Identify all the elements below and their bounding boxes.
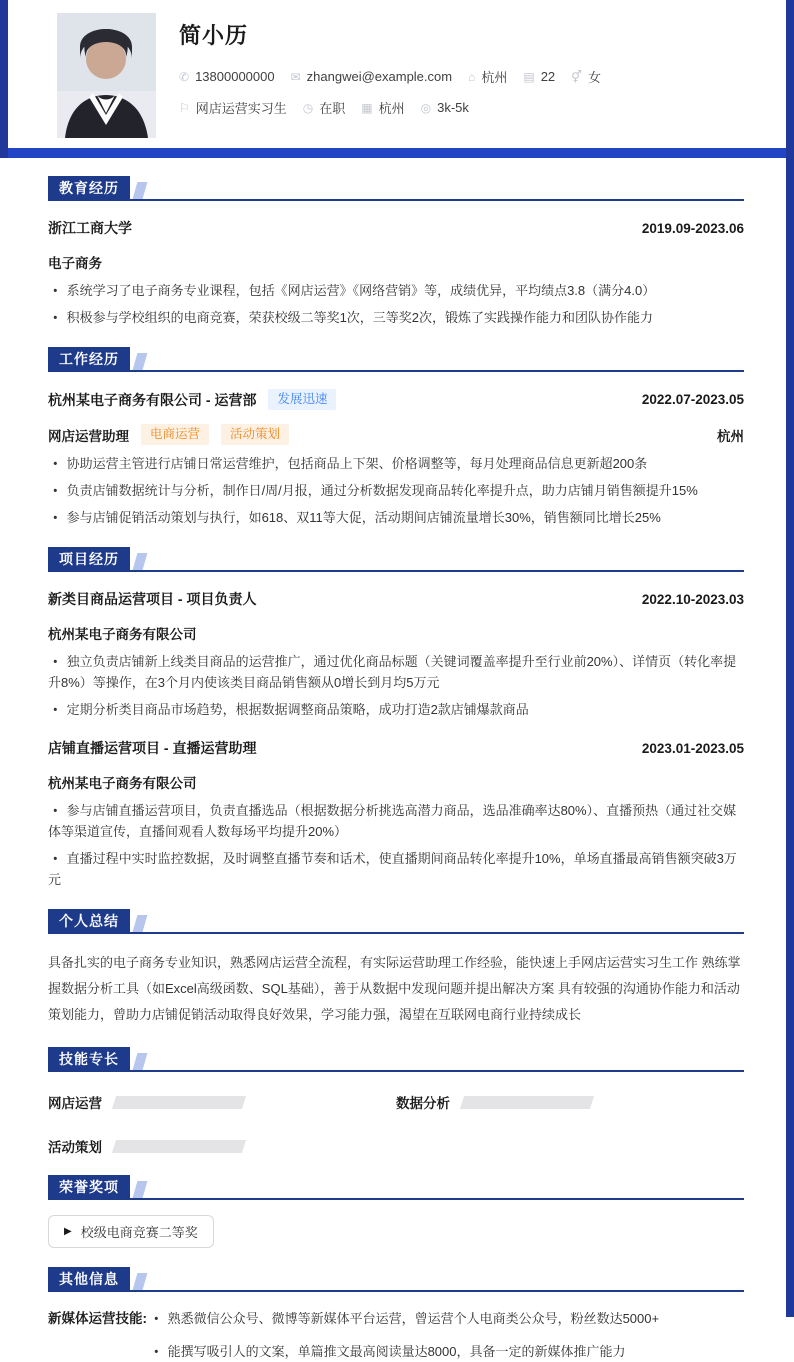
work-location: 杭州 [717,428,744,444]
age-icon: ▤ [523,69,535,84]
bullet-dot: • [53,803,58,818]
project-name: 店铺直播运营项目 - 直播运营助理 [48,740,257,756]
bullet-text: 直播过程中实时监控数据，及时调整直播节奏和话术，使直播期间商品转化率提升10%，单场直播最高销售额突破3万元 [48,851,737,887]
work-date: 2022.07-2023.05 [641,392,744,407]
list-item [48,453,744,474]
contact-row-2 [179,98,617,117]
contact-phone [179,69,275,84]
work-position-row [48,424,744,445]
list-item [48,507,744,528]
phone-icon: ✆ [179,69,190,84]
profile-photo-placeholder [57,13,156,138]
project-company: 杭州某电子商务有限公司 [48,776,197,791]
skill-progress-bar [112,1140,246,1153]
resume-header [0,0,794,148]
other-section-header [48,1267,744,1292]
position-tag: 电商运营 [141,424,209,445]
project-title-row [48,589,744,609]
project-bullets [48,651,744,720]
section-summary [48,909,744,1028]
badge-accent-shape [133,1053,148,1070]
bullet-dot: • [53,483,58,498]
header-info [179,13,617,148]
work-bullets [48,453,744,528]
work-title-badge: 工作经历 [48,347,130,370]
header-divider-band [0,148,794,158]
bullet-dot: • [154,1311,159,1326]
badge-accent-shape [133,1181,148,1198]
education-title-badge: 教育经历 [48,176,130,199]
project-name: 新类目商品运营项目 - 项目负责人 [48,591,257,607]
project-date: 2023.01-2023.05 [641,740,744,756]
list-item [48,280,744,301]
bullet-dot: • [53,456,58,471]
projects-section-header [48,547,744,572]
summary-title-badge: 个人总结 [48,909,130,932]
bullet-text: 负责店铺数据统计与分析，制作日/周/月报，通过分析数据发现商品转化率提升点，助力店铺月销售额提升15% [66,483,698,498]
project-date: 2022.10-2023.03 [641,591,744,607]
project-item-2 [48,738,744,890]
right-frame-strip [786,0,794,1317]
award-label: 校级电商竞赛二等奖 [80,1225,198,1240]
badge-accent-shape [133,353,148,370]
target-job-icon: ⚐ [179,100,190,115]
skill-item [396,1092,744,1112]
bullet-text: 能撰写吸引人的文案，单篇推文最高阅读量达8000，具备一定的新媒体推广能力 [167,1344,626,1359]
list-item [48,307,744,328]
awards-section-header [48,1175,744,1200]
expected-salary: 3k-5k [437,100,469,115]
section-work [48,347,744,528]
contact-home-city [468,67,507,86]
school-name: 浙江工商大学 [48,220,132,236]
summary-section-header [48,909,744,934]
contact-job-status [303,98,346,117]
project-bullets [48,800,744,890]
bullet-dot: • [53,702,58,717]
company-group [48,389,336,410]
status-icon: ◷ [302,100,314,115]
target-job: 网店运营实习生 [195,101,287,116]
list-item [149,1308,659,1329]
summary-paragraph: 具备扎实的电子商务专业知识，熟悉网店运营全流程，有实际运营助理工作经验，能快速上手网店运营实习生工作 熟练掌握数据分析工具（如Excel高级函数、SQL基础），善于从数据中发现问题并提出解决方案 具有较强的沟通协作能力和活动策划能力，曾助力店铺促销活动取得良好效果，学习能力强，渴望在互联网电商行业持续成长 [48,955,741,1022]
home-icon: ⌂ [468,69,476,84]
section-skills [48,1047,744,1156]
left-frame-strip [0,0,8,158]
bullet-dot: • [53,310,58,325]
list-item [48,480,744,501]
education-date: 2019.09-2023.06 [641,220,744,236]
bullet-text: 系统学习了电子商务专业课程，包括《网店运营》《网络营销》等，成绩优异，平均绩点3.8（满分4.0） [66,283,656,298]
award-chip [48,1215,214,1248]
skill-progress-bar [112,1096,246,1109]
position-title: 网店运营助理 [48,428,129,444]
section-projects [48,547,744,890]
badge-accent-shape [133,915,148,932]
contact-age [523,69,555,84]
section-education [48,176,744,328]
list-item [48,699,744,720]
project-company: 杭州某电子商务有限公司 [48,627,197,642]
contact-target-job [179,98,287,117]
awards-title-badge: 荣誉奖项 [48,1175,130,1198]
bullet-dot: • [53,510,58,525]
home-city: 杭州 [481,70,508,85]
age-value: 22 [540,69,556,84]
contact-salary [421,100,469,115]
company-name: 杭州某电子商务有限公司 - 运营部 [48,391,257,408]
city-icon: ▦ [361,100,373,115]
gender-icon: ⚥ [571,69,583,84]
section-awards [48,1175,744,1248]
bullet-text: 参与店铺直播运营项目，负责直播选品（根据数据分析挑选高潜力商品，选品准确率达80%）、直播预热（通过社交媒体等渠道宣传，直播间观看人数每场平均提升20%） [48,803,737,839]
section-other-info [48,1267,744,1362]
gender-value: 女 [588,70,602,85]
other-bullets [149,1308,659,1362]
badge-accent-shape [133,182,148,199]
mail-icon: ✉ [290,69,301,84]
work-section-header [48,347,744,372]
skill-name: 网店运营 [48,1096,102,1111]
education-row [48,218,744,238]
skills-title-badge: 技能专长 [48,1047,130,1070]
contact-row-1 [179,67,617,86]
skill-item [48,1092,396,1112]
projects-title-badge: 项目经历 [48,547,130,570]
badge-accent-shape [133,1273,148,1290]
bullet-dot: • [53,283,58,298]
list-item [48,848,744,890]
contact-email [291,69,453,84]
education-bullets [48,280,744,328]
skills-section-header [48,1047,744,1072]
contact-gender [571,67,601,86]
bullet-dot: • [53,851,58,866]
education-section-header [48,176,744,201]
bullet-text: 参与店铺促销活动策划与执行，如618、双11等大促，活动期间店铺流量增长30%，销售额同比增长25% [66,510,661,525]
badge-accent-shape [133,553,148,570]
other-info-row [48,1308,744,1362]
skills-grid [48,1092,744,1156]
bullet-text: 协助运营主管进行店铺日常运营维护，包括商品上下架、价格调整等，每月处理商品信息更新超200条 [66,456,648,471]
position-group [48,424,289,445]
bullet-dot: • [154,1344,159,1359]
skill-progress-bar [460,1096,594,1109]
bullet-dot: • [53,654,58,669]
list-item [48,800,744,842]
major-name: 电子商务 [48,256,102,271]
bullet-text: 积极参与学校组织的电商竞赛，荣获校级二等奖1次，三等奖2次，锻炼了实践操作能力和团队协作能力 [66,310,654,325]
bullet-text: 熟悉微信公众号、微博等新媒体平台运营，曾运营个人电商类公众号，粉丝数达5000+ [167,1311,660,1326]
work-city: 杭州 [378,101,405,116]
contact-work-city [361,98,404,117]
job-status: 在职 [319,101,346,116]
other-title-badge: 其他信息 [48,1267,130,1290]
work-company-row [48,389,744,410]
list-item [48,651,744,693]
play-triangle-icon: ▶ [64,1225,72,1237]
skill-name: 活动策划 [48,1140,102,1155]
resume-body [0,176,794,1362]
phone-number: 13800000000 [195,69,275,84]
project-item-1 [48,589,744,720]
profile-photo [57,13,156,138]
list-item [149,1341,659,1362]
project-title-row [48,738,744,758]
skill-item [48,1136,396,1156]
bullet-text: 独立负责店铺新上线类目商品的运营推广，通过优化商品标题（关键词覆盖率提升至行业前20%）、详情页（转化率提升8%）等操作，在3个月内使该类目商品销售额从0增长到月均5万元 [48,654,737,690]
company-tag: 发展迅速 [268,389,336,410]
other-skill-label: 新媒体运营技能: [48,1311,147,1326]
skill-name: 数据分析 [396,1096,450,1111]
position-tag: 活动策划 [221,424,289,445]
bullet-text: 定期分析类目商品市场趋势，根据数据调整商品策略，成功打造2款店铺爆款商品 [66,702,529,717]
salary-icon: ◎ [420,100,432,115]
email-address: zhangwei@example.com [306,69,453,84]
candidate-name: 简小历 [179,23,249,48]
